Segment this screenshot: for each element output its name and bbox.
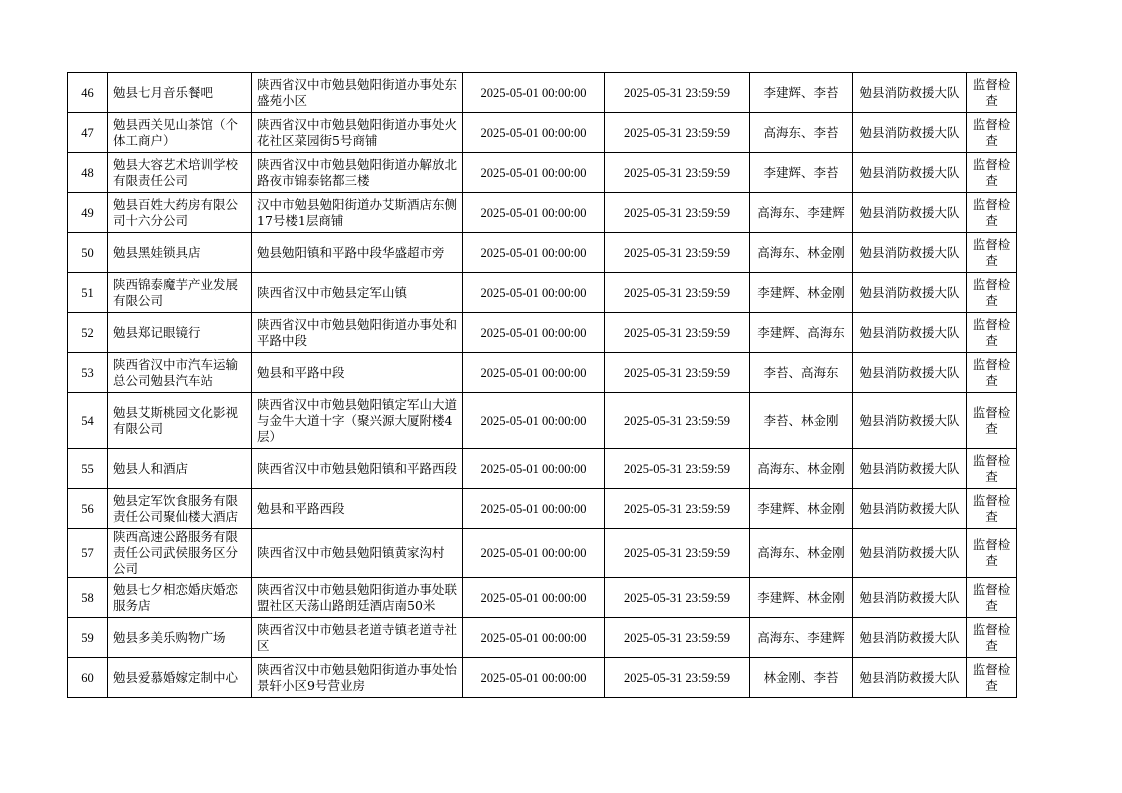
address-cell: 陕西省汉中市勉县勉阳镇和平路西段 [252, 449, 463, 489]
table-row [68, 658, 1017, 698]
inspection-unit-cell: 勉县消防救援大队 [853, 113, 967, 153]
end-time-cell: 2025-05-31 23:59:59 [605, 73, 750, 113]
end-time-cell: 2025-05-31 23:59:59 [605, 273, 750, 313]
company-name-cell: 勉县爱慕婚嫁定制中心 [108, 658, 252, 698]
company-name-cell: 勉县黑娃锁具店 [108, 233, 252, 273]
inspection-type-cell: 监督检查 [967, 313, 1017, 353]
inspectors-cell: 高海东、李建辉 [750, 618, 853, 658]
address-cell: 勉县勉阳镇和平路中段华盛超市旁 [252, 233, 463, 273]
end-time-cell: 2025-05-31 23:59:59 [605, 578, 750, 618]
table-row [68, 393, 1017, 449]
start-time-cell: 2025-05-01 00:00:00 [463, 313, 605, 353]
end-time-cell: 2025-05-31 23:59:59 [605, 313, 750, 353]
table-row [68, 273, 1017, 313]
company-name-cell: 勉县百姓大药房有限公司十六分公司 [108, 193, 252, 233]
end-time-cell: 2025-05-31 23:59:59 [605, 658, 750, 698]
end-time-cell: 2025-05-31 23:59:59 [605, 193, 750, 233]
row-number-cell: 51 [68, 273, 108, 313]
company-name-cell: 勉县七夕相恋婚庆婚恋服务店 [108, 578, 252, 618]
end-time-cell: 2025-05-31 23:59:59 [605, 618, 750, 658]
table-row [68, 113, 1017, 153]
company-name-cell: 勉县西关见山茶馆（个体工商户） [108, 113, 252, 153]
company-name-cell: 勉县郑记眼镜行 [108, 313, 252, 353]
row-number-cell: 47 [68, 113, 108, 153]
company-name-cell: 陕西省汉中市汽车运输总公司勉县汽车站 [108, 353, 252, 393]
inspection-unit-cell: 勉县消防救援大队 [853, 618, 967, 658]
inspection-type-cell: 监督检查 [967, 393, 1017, 449]
end-time-cell: 2025-05-31 23:59:59 [605, 113, 750, 153]
start-time-cell: 2025-05-01 00:00:00 [463, 353, 605, 393]
start-time-cell: 2025-05-01 00:00:00 [463, 618, 605, 658]
table-row [68, 529, 1017, 578]
company-name-cell: 勉县人和酒店 [108, 449, 252, 489]
inspection-type-cell: 监督检查 [967, 273, 1017, 313]
start-time-cell: 2025-05-01 00:00:00 [463, 393, 605, 449]
row-number-cell: 50 [68, 233, 108, 273]
company-name-cell: 陕西锦泰魔芋产业发展有限公司 [108, 273, 252, 313]
end-time-cell: 2025-05-31 23:59:59 [605, 233, 750, 273]
inspection-unit-cell: 勉县消防救援大队 [853, 153, 967, 193]
inspectors-cell: 李建辉、林金刚 [750, 578, 853, 618]
address-cell: 陕西省汉中市勉县勉阳街道办事处怡景轩小区9号营业房 [252, 658, 463, 698]
inspection-unit-cell: 勉县消防救援大队 [853, 578, 967, 618]
address-cell: 陕西省汉中市勉县勉阳镇黄家沟村 [252, 529, 463, 578]
row-number-cell: 46 [68, 73, 108, 113]
row-number-cell: 56 [68, 489, 108, 529]
start-time-cell: 2025-05-01 00:00:00 [463, 233, 605, 273]
end-time-cell: 2025-05-31 23:59:59 [605, 153, 750, 193]
row-number-cell: 60 [68, 658, 108, 698]
start-time-cell: 2025-05-01 00:00:00 [463, 489, 605, 529]
table-row [68, 489, 1017, 529]
inspection-unit-cell: 勉县消防救援大队 [853, 529, 967, 578]
table-row [68, 449, 1017, 489]
address-cell: 勉县和平路中段 [252, 353, 463, 393]
inspectors-cell: 高海东、林金刚 [750, 449, 853, 489]
address-cell: 陕西省汉中市勉县勉阳街道办事处火花社区菜园街5号商铺 [252, 113, 463, 153]
inspectors-cell: 李苔、高海东 [750, 353, 853, 393]
table-row [68, 233, 1017, 273]
start-time-cell: 2025-05-01 00:00:00 [463, 658, 605, 698]
start-time-cell: 2025-05-01 00:00:00 [463, 273, 605, 313]
company-name-cell: 勉县大容艺术培训学校有限责任公司 [108, 153, 252, 193]
inspection-type-cell: 监督检查 [967, 658, 1017, 698]
table-row [68, 193, 1017, 233]
address-cell: 陕西省汉中市勉县老道寺镇老道寺社区 [252, 618, 463, 658]
table-row [68, 73, 1017, 113]
row-number-cell: 49 [68, 193, 108, 233]
address-cell: 陕西省汉中市勉县勉阳街道办事处联盟社区天荡山路朗廷酒店南50米 [252, 578, 463, 618]
inspection-type-cell: 监督检查 [967, 73, 1017, 113]
inspection-table [67, 72, 1017, 698]
row-number-cell: 54 [68, 393, 108, 449]
inspectors-cell: 李建辉、高海东 [750, 313, 853, 353]
inspection-type-cell: 监督检查 [967, 578, 1017, 618]
inspection-type-cell: 监督检查 [967, 233, 1017, 273]
table-row [68, 313, 1017, 353]
end-time-cell: 2025-05-31 23:59:59 [605, 529, 750, 578]
inspection-unit-cell: 勉县消防救援大队 [853, 353, 967, 393]
inspectors-cell: 李建辉、林金刚 [750, 273, 853, 313]
table-body [68, 73, 1017, 698]
inspection-type-cell: 监督检查 [967, 193, 1017, 233]
table-row [68, 578, 1017, 618]
inspection-unit-cell: 勉县消防救援大队 [853, 193, 967, 233]
table-row [68, 353, 1017, 393]
row-number-cell: 48 [68, 153, 108, 193]
address-cell: 陕西省汉中市勉县勉阳镇定军山大道与金牛大道十字（聚兴源大厦附楼4层） [252, 393, 463, 449]
address-cell: 汉中市勉县勉阳街道办艾斯酒店东侧17号楼1层商铺 [252, 193, 463, 233]
inspectors-cell: 高海东、李苔 [750, 113, 853, 153]
inspection-unit-cell: 勉县消防救援大队 [853, 313, 967, 353]
row-number-cell: 53 [68, 353, 108, 393]
inspectors-cell: 高海东、林金刚 [750, 529, 853, 578]
inspection-unit-cell: 勉县消防救援大队 [853, 658, 967, 698]
inspection-type-cell: 监督检查 [967, 449, 1017, 489]
row-number-cell: 55 [68, 449, 108, 489]
start-time-cell: 2025-05-01 00:00:00 [463, 578, 605, 618]
start-time-cell: 2025-05-01 00:00:00 [463, 529, 605, 578]
row-number-cell: 57 [68, 529, 108, 578]
table-row [68, 618, 1017, 658]
inspection-unit-cell: 勉县消防救援大队 [853, 489, 967, 529]
inspection-type-cell: 监督检查 [967, 489, 1017, 529]
address-cell: 陕西省汉中市勉县勉阳街道办事处和平路中段 [252, 313, 463, 353]
start-time-cell: 2025-05-01 00:00:00 [463, 193, 605, 233]
inspection-unit-cell: 勉县消防救援大队 [853, 73, 967, 113]
address-cell: 陕西省汉中市勉县勉阳街道办解放北路夜市锦泰铭都三楼 [252, 153, 463, 193]
inspectors-cell: 李苔、林金刚 [750, 393, 853, 449]
end-time-cell: 2025-05-31 23:59:59 [605, 489, 750, 529]
inspection-unit-cell: 勉县消防救援大队 [853, 233, 967, 273]
row-number-cell: 52 [68, 313, 108, 353]
row-number-cell: 58 [68, 578, 108, 618]
company-name-cell: 勉县多美乐购物广场 [108, 618, 252, 658]
row-number-cell: 59 [68, 618, 108, 658]
end-time-cell: 2025-05-31 23:59:59 [605, 393, 750, 449]
start-time-cell: 2025-05-01 00:00:00 [463, 113, 605, 153]
start-time-cell: 2025-05-01 00:00:00 [463, 73, 605, 113]
inspection-unit-cell: 勉县消防救援大队 [853, 273, 967, 313]
company-name-cell: 陕西高速公路服务有限责任公司武侯服务区分公司 [108, 529, 252, 578]
inspection-type-cell: 监督检查 [967, 529, 1017, 578]
inspectors-cell: 李建辉、李苔 [750, 73, 853, 113]
address-cell: 勉县和平路西段 [252, 489, 463, 529]
end-time-cell: 2025-05-31 23:59:59 [605, 449, 750, 489]
address-cell: 陕西省汉中市勉县定军山镇 [252, 273, 463, 313]
company-name-cell: 勉县艾斯桃园文化影视有限公司 [108, 393, 252, 449]
inspectors-cell: 高海东、李建辉 [750, 193, 853, 233]
company-name-cell: 勉县七月音乐餐吧 [108, 73, 252, 113]
start-time-cell: 2025-05-01 00:00:00 [463, 449, 605, 489]
inspection-type-cell: 监督检查 [967, 153, 1017, 193]
inspection-unit-cell: 勉县消防救援大队 [853, 449, 967, 489]
table-row [68, 153, 1017, 193]
inspection-type-cell: 监督检查 [967, 353, 1017, 393]
start-time-cell: 2025-05-01 00:00:00 [463, 153, 605, 193]
inspection-type-cell: 监督检查 [967, 618, 1017, 658]
inspectors-cell: 林金刚、李苔 [750, 658, 853, 698]
address-cell: 陕西省汉中市勉县勉阳街道办事处东盛苑小区 [252, 73, 463, 113]
inspection-unit-cell: 勉县消防救援大队 [853, 393, 967, 449]
inspectors-cell: 李建辉、李苔 [750, 153, 853, 193]
inspection-type-cell: 监督检查 [967, 113, 1017, 153]
inspectors-cell: 李建辉、林金刚 [750, 489, 853, 529]
company-name-cell: 勉县定军饮食服务有限责任公司聚仙楼大酒店 [108, 489, 252, 529]
end-time-cell: 2025-05-31 23:59:59 [605, 353, 750, 393]
inspectors-cell: 高海东、林金刚 [750, 233, 853, 273]
